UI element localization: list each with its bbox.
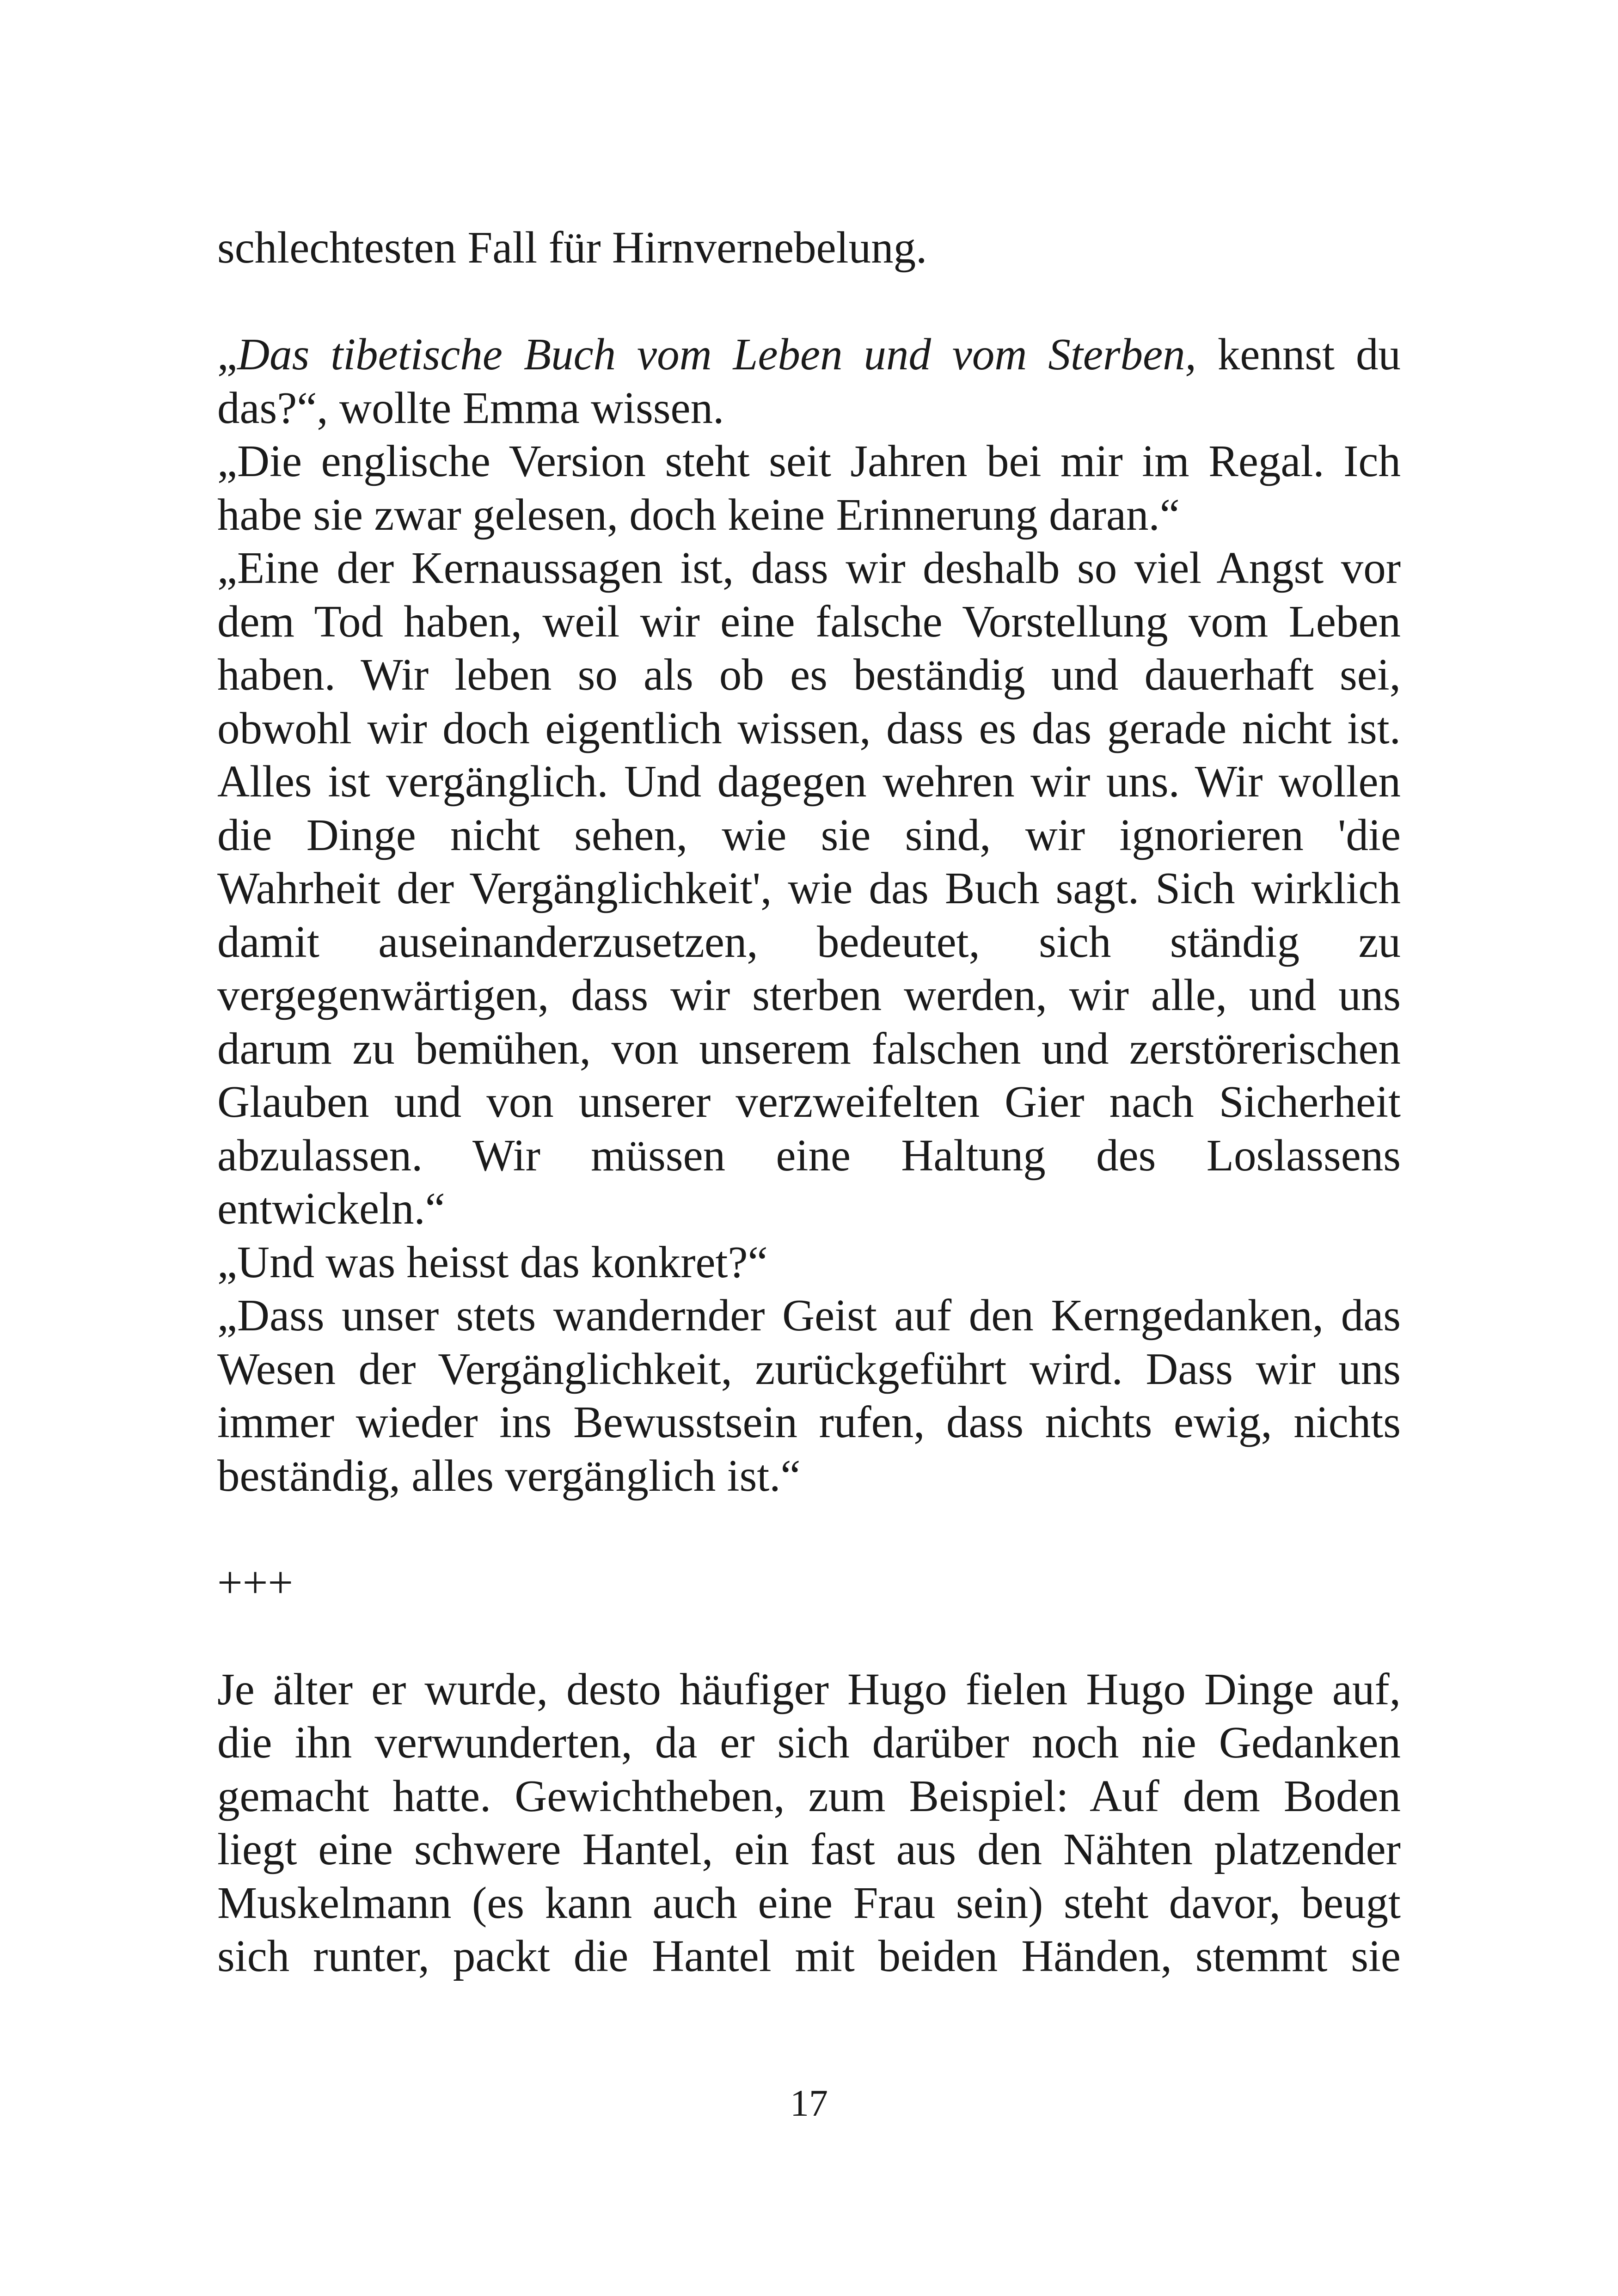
text-line: die Dinge nicht sehen, wie sie sind, wir ignorieren 'die — [217, 810, 1401, 860]
text-line — [217, 328, 1401, 381]
text-line: „Dass unser stets wandernder Geist auf den Kerngedanken, das — [217, 1291, 1401, 1340]
text-line: die ihn verwunderten, da er sich darüber noch nie Gedanken — [217, 1718, 1401, 1767]
text-segment: „ — [217, 330, 238, 379]
text-line: Muskelmann (es kann auch eine Frau sein) steht davor, beugt — [217, 1878, 1401, 1928]
text-line: Wahrheit der Vergänglichkeit', wie das Buch sagt. Sich wirklich — [217, 863, 1401, 913]
page-number: 17 — [790, 2082, 828, 2124]
text-line: gemacht hatte. Gewichtheben, zum Beispiel: Auf dem Boden — [217, 1771, 1401, 1821]
text-line: entwickeln.“ — [217, 1184, 445, 1233]
paragraph-gap — [217, 275, 1401, 328]
text-line: damit auseinanderzusetzen, bedeutet, sich ständig zu — [217, 917, 1401, 967]
text-line: vergegenwärtigen, dass wir sterben werden, wir alle, und uns — [217, 970, 1401, 1020]
text-line: beständig, alles vergänglich ist.“ — [217, 1451, 801, 1500]
text-line: darum zu bemühen, von unserem falschen und zerstörerischen — [217, 1023, 1401, 1073]
text-line: dem Tod haben, weil wir eine falsche Vorstellung vom Leben — [217, 596, 1401, 646]
text-line: sich runter, packt die Hantel mit beiden Händen, stemmt sie — [217, 1931, 1401, 1981]
text-line: Je älter er wurde, desto häufiger Hugo fielen Hugo Dinge auf, — [217, 1664, 1401, 1714]
text-line: +++ — [217, 1557, 294, 1607]
paragraph-gap — [217, 1502, 1401, 1556]
text-line: Wesen der Vergänglichkeit, zurückgeführt wird. Dass wir uns — [217, 1344, 1401, 1394]
text-line: immer wieder ins Bewusstsein rufen, dass nichts ewig, nichts — [217, 1397, 1401, 1447]
text-line: Alles ist vergänglich. Und dagegen wehren wir uns. Wir wollen — [217, 757, 1401, 806]
text-line: „Die englische Version steht seit Jahren bei mir im Regal. Ich — [217, 436, 1401, 486]
italic-book-title: Das tibetische Buch vom Leben und vom Sterben, — [237, 330, 1196, 379]
text-line: haben. Wir leben so als ob es beständig und dauerhaft sei, — [217, 650, 1401, 699]
text-line: abzulassen. Wir müssen eine Haltung des Loslassens — [217, 1130, 1401, 1180]
text-line: „Eine der Kernaussagen ist, dass wir deshalb so viel Angst vor — [217, 543, 1401, 593]
text-line: „Und was heisst das konkret?“ — [217, 1237, 768, 1287]
body-text — [217, 221, 1401, 1983]
text-line: obwohl wir doch eigentlich wissen, dass es das gerade nicht ist. — [217, 703, 1401, 753]
text-line: das?“, wollte Emma wissen. — [217, 383, 724, 433]
text-segment: kennst du — [1196, 330, 1401, 379]
text-line: schlechtesten Fall für Hirnvernebelung. — [217, 223, 927, 272]
text-line: habe sie zwar gelesen, doch keine Erinnerung daran.“ — [217, 490, 1180, 539]
paragraph-gap — [217, 1609, 1401, 1663]
text-line: liegt eine schwere Hantel, ein fast aus den Nähten platzender — [217, 1825, 1401, 1874]
text-line: Glauben und von unserer verzweifelten Gier nach Sicherheit — [217, 1077, 1401, 1127]
